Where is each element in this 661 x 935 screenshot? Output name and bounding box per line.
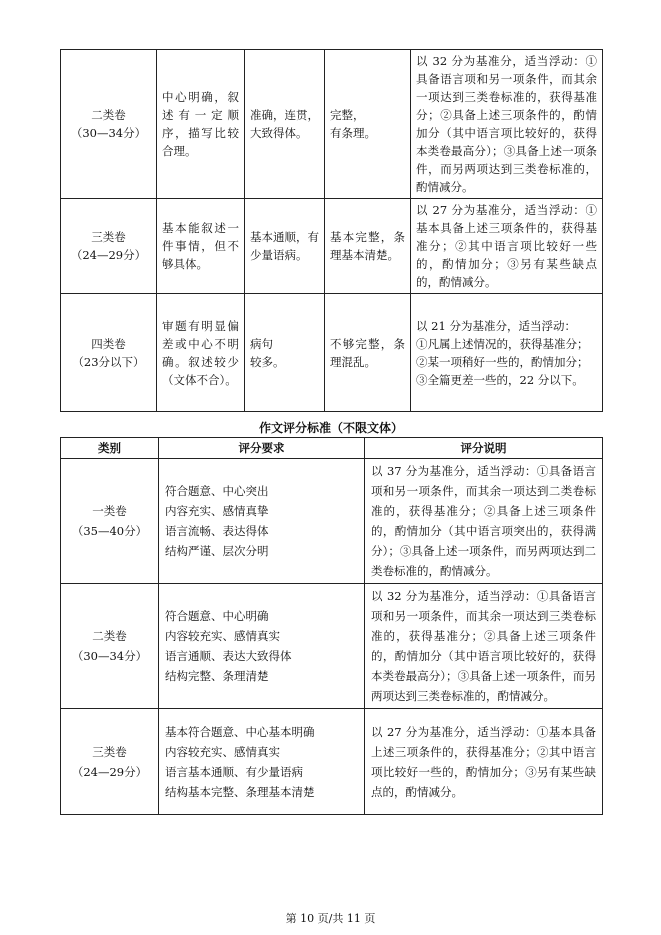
requirements-cell: 符合题意、中心明确 内容较充实、感情真实 语言通顺、表达大致得体 结构完整、条理清楚 bbox=[159, 584, 365, 709]
scoring-table-continued bbox=[60, 49, 603, 412]
language-cell: 基本通顺，有少量语病。 bbox=[245, 199, 325, 294]
category-name: 四类卷 bbox=[91, 336, 126, 351]
table-title: 作文评分标准（不限文体） bbox=[258, 421, 403, 435]
description-cell: 以 32 分为基准分，适当浮动：①具备语言项和另一项条件，而其余一项达到三类卷标准的，获得基准分；②具备上述三项条件的，酌情加分（其中语言项比较好的，获得本类卷最高分）；③具备上述一项条件，而另两项达到三类卷标准的，酌情减分。 bbox=[411, 50, 603, 199]
table-row bbox=[61, 709, 603, 815]
content-cell: 中心明确，叙述有一定顺序，描写比较合理。 bbox=[157, 50, 245, 199]
description-cell: 以 32 分为基准分，适当浮动：①具备语言项和另一项条件，而其余一项达到三类卷标准的，获得基准分；②具备上述三项条件的，酌情加分（其中语言项比较好的，获得本类卷最高分）；③具备上述一项条件，而另两项达到三类卷标准的，酌情减分。 bbox=[365, 584, 603, 709]
header-description: 评分说明 bbox=[365, 438, 603, 459]
content-cell: 基本能叙述一件事情，但不够具体。 bbox=[157, 199, 245, 294]
structure-cell: 基本完整，条理基本清楚。 bbox=[325, 199, 411, 294]
requirements-cell: 符合题意、中心突出 内容充实、感情真挚 语言流畅、表达得体 结构严谨、层次分明 bbox=[159, 459, 365, 584]
category-cell bbox=[61, 584, 159, 709]
category-name: 三类卷 bbox=[91, 230, 126, 244]
category-range: （23分以下） bbox=[72, 354, 145, 369]
category-cell bbox=[61, 709, 159, 815]
category-name: 二类卷 bbox=[92, 629, 127, 643]
category-name: 二类卷 bbox=[91, 108, 126, 122]
table-header-row bbox=[61, 438, 603, 459]
table-row bbox=[61, 584, 603, 709]
category-range: （30—34分） bbox=[71, 649, 148, 663]
structure-cell: 完整， 有条理。 bbox=[325, 50, 411, 199]
language-cell: 准确，连贯，大致得体。 bbox=[245, 50, 325, 199]
category-range: （35—40分） bbox=[71, 524, 148, 538]
description-cell: 以 27 分为基准分，适当浮动：①基本具备上述三项条件的，获得基准分；②其中语言项比较好一些的，酌情加分；③另有某些缺点的，酌情减分。 bbox=[365, 709, 603, 815]
category-name: 一类卷 bbox=[92, 504, 127, 518]
structure-cell: 不够完整，条理混乱。 bbox=[325, 294, 411, 412]
header-requirements: 评分要求 bbox=[159, 438, 365, 459]
category-name: 三类卷 bbox=[92, 744, 127, 759]
table-row bbox=[61, 294, 603, 412]
category-cell bbox=[61, 459, 159, 584]
essay-scoring-table bbox=[60, 437, 603, 815]
requirements-cell: 基本符合题意、中心基本明确 内容较充实、感情真实 语言基本通顺、有少量语病 结构基本完整、条理基本清楚 bbox=[159, 709, 365, 815]
page-footer: 第 10 页/共 11 页 bbox=[285, 912, 376, 925]
language-cell: 病句 较多。 bbox=[245, 294, 325, 412]
description-cell: 以 27 分为基准分，适当浮动：①基本具备上述三项条件的，获得基准分；②其中语言项比较好一些的，酌情加分；③另有某些缺点的，酌情减分。 bbox=[411, 199, 603, 294]
category-range: （24—29分） bbox=[70, 248, 147, 262]
category-cell bbox=[61, 50, 157, 199]
header-category: 类别 bbox=[61, 438, 159, 459]
category-cell bbox=[61, 294, 157, 412]
table-row bbox=[61, 50, 603, 199]
category-range: （24—29分） bbox=[71, 764, 148, 779]
description-cell: 以 37 分为基准分，适当浮动：①具备语言项和另一项条件，而其余一项达到二类卷标准的，获得基准分；②具备上述三项条件的，酌情加分（其中语言项突出的，获得满分）；③具备上述一项条件，而另两项达到二类卷标准的，酌情减分。 bbox=[365, 459, 603, 584]
category-range: （30—34分） bbox=[70, 126, 147, 140]
category-cell bbox=[61, 199, 157, 294]
content-cell: 审题有明显偏差或中心不明确。叙述较少（文体不合）。 bbox=[157, 294, 245, 412]
table-row bbox=[61, 459, 603, 584]
description-cell: 以 21 分为基准分，适当浮动： ①凡属上述情况的，获得基准分； ②某一项稍好一些的，酌情加分； ③全篇更差一些的，22 分以下。 bbox=[411, 294, 603, 412]
table-row bbox=[61, 199, 603, 294]
